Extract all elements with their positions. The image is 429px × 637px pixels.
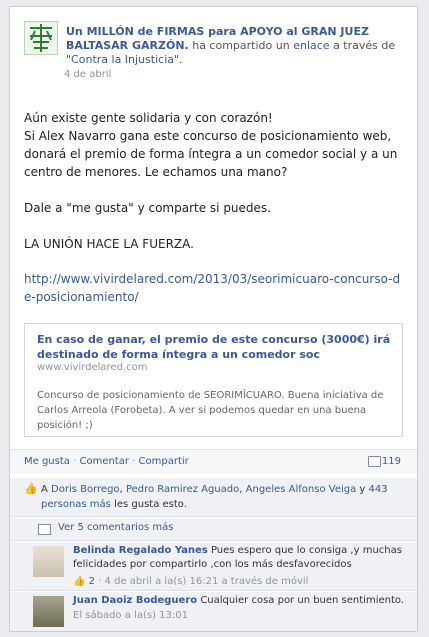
comment-timestamp: · 4 de abril a la(s) 16:21 a través de móvil [98,576,309,587]
likes-prefix: A [41,484,48,495]
comment-count-icon [368,456,381,467]
link-preview-description: Concurso de posicionamiento de SEORIMÍCUARO. Buena iniciativa de Carlos Arreola (Forobeta). A ver si podemos quedar en una buena posición! ;) [37,390,384,431]
feed-story [9,6,418,632]
story-timestamp[interactable]: 4 de abril [64,69,112,80]
author-link[interactable]: Un MILLÓN de FIRMAS para APOYO al GRAN JUEZ BALTASAR GARZÓN. [66,25,369,52]
share-link[interactable]: enlace [293,39,330,52]
comment-like-count[interactable]: 2 [88,576,96,587]
via-app-link[interactable]: "Contra la Injusticia" [66,53,180,66]
likes-summary [10,477,417,517]
link-preview[interactable] [24,323,403,437]
story-headline [66,25,407,67]
like-button[interactable]: Me gusta [24,456,70,467]
separator: · [73,456,77,467]
link-preview-title[interactable]: En caso de ganar, el premio de este concurso (3000€) irá destinado de forma íntegra a un comedor soc [37,333,391,361]
likes-text [41,482,407,512]
post-message: Aún existe gente solidaria y con corazón! Si Alex Navarro gana este concurso de posicionamiento web, donará el premio de forma íntegra a un comedor social y a un centro de menores. Le echamos una mano? Dale a "me gusta" y comparte si puedes. LA UNIÓN HACE LA FUERZA. [24,111,398,251]
comment-meta [73,576,308,587]
commenter-avatar[interactable] [33,596,64,627]
comment-timestamp: El sábado a la(s) 13:01 [73,610,188,621]
comment-text: Pues espero que lo consiga ,y muchas felicidades por compartirlo ,con los más desfavorecidos [73,545,402,570]
liker-link[interactable]: Pedro Ramirez Aguado [125,484,240,495]
action-text: ha compartido un [192,39,290,52]
likes-suffix: les gusta esto. [114,499,187,510]
comments-icon [38,524,51,535]
action-links [24,456,189,467]
view-more-comments[interactable] [10,517,417,541]
kanji-logo-icon [25,22,57,54]
comment [10,541,417,591]
comment-text: Cualquier cosa por un buen sentimiento. [200,595,405,606]
liker-link[interactable]: Doris Borrego [51,484,120,495]
page-avatar[interactable] [24,21,58,55]
comment-like-icon: 👍 [73,576,86,587]
action-suffix: a través de [333,39,396,52]
story-actions [10,449,417,474]
commenter-name[interactable]: Belinda Regalado Yanes [73,545,208,556]
commenter-name[interactable]: Juan Daoiz Bodeguero [73,595,198,606]
link-preview-domain: www.vivirdelared.com [37,362,148,373]
thumbs-up-icon: 👍 [24,482,38,495]
share-button[interactable]: Compartir [138,456,189,467]
more-likers-link[interactable]: 443 personas más [41,484,388,510]
comment [10,591,417,632]
post-url-link[interactable]: http://www.vivirdelared.com/2013/03/seorimicuaro-concurso-de-posicionamiento/ [24,272,401,304]
separator: · [132,456,136,467]
comment-count[interactable]: 119 [381,456,401,467]
comma: , [119,484,123,495]
comment-body [73,594,405,608]
likes-and: y [359,484,366,495]
comment-button[interactable]: Comentar [79,456,129,467]
comment-body [73,544,405,572]
liker-link[interactable]: Angeles Alfonso Veiga [245,484,357,495]
comma: , [239,484,243,495]
view-more-comments-link[interactable]: Ver 5 comentarios más [58,522,174,533]
via-end: . [179,53,183,66]
commenter-avatar[interactable] [33,546,64,577]
